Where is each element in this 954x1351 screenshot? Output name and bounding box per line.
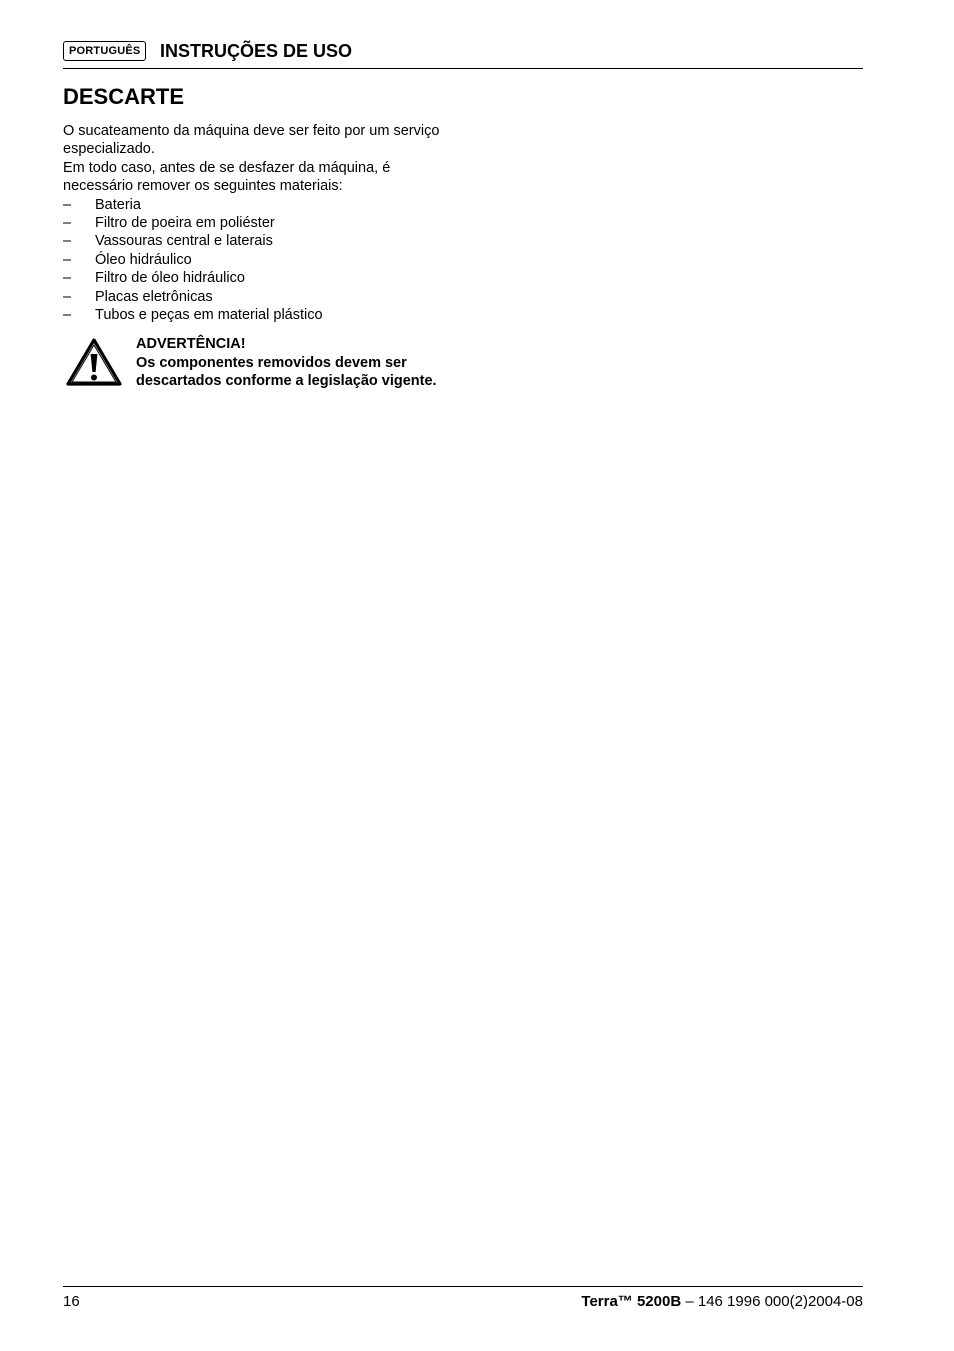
warning-box [63,335,483,395]
list-item [63,251,463,269]
warning-line-1: Os componentes removidos devem ser [136,354,407,371]
list-item [63,214,463,232]
list-dash: – [63,270,72,287]
list-item [63,306,463,324]
product-name: Terra™ 5200B [581,1293,682,1310]
list-item-text: Óleo hidráulico [95,251,192,268]
language-badge: PORTUGUÊS [63,41,146,61]
list-item [63,269,463,287]
list-item-text: Tubos e peças em material plástico [95,307,323,324]
list-dash: – [63,288,72,305]
list-dash: – [63,251,72,268]
header-title: INSTRUÇÕES DE USO [160,41,353,61]
list-dash: – [63,215,72,232]
page-number: 16 [63,1293,80,1310]
warning-heading: ADVERTÊNCIA! [136,336,246,352]
section-body [63,122,463,324]
paragraph-scrapping: O sucateamento da máquina deve ser feito por um serviço especializado. [63,123,440,158]
paragraph-remove-materials: Em todo caso, antes de se desfazer da máquina, é necessário remover os seguintes materiais: [63,159,391,195]
materials-list [63,196,463,325]
list-dash: – [63,307,72,324]
warning-line-2: descartados conforme a legislação vigente. [136,373,437,390]
list-dash: – [63,233,72,250]
warning-text [136,335,437,391]
list-item [63,232,463,250]
list-item [63,196,463,214]
warning-triangle-icon [66,337,122,387]
list-dash: – [63,196,72,213]
list-item-text: Filtro de poeira em poliéster [95,215,275,232]
section-title: DESCARTE [63,84,185,109]
document-code: – 146 1996 000(2)2004-08 [681,1293,863,1310]
list-item-text: Vassouras central e laterais [95,233,273,250]
page-footer [63,1286,863,1317]
list-item [63,288,463,306]
document-reference [581,1292,863,1312]
list-item-text: Bateria [95,196,141,213]
list-item-text: Placas eletrônicas [95,288,213,305]
page-header [63,38,863,69]
list-item-text: Filtro de óleo hidráulico [95,270,245,287]
